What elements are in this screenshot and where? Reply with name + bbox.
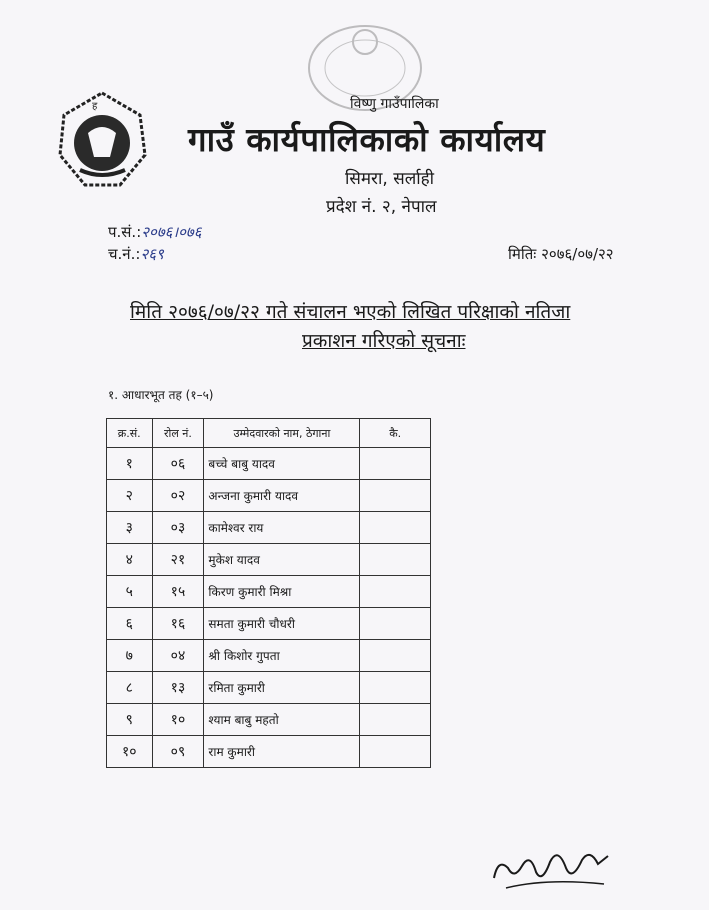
cell-name: कामेश्वर राय: [204, 512, 360, 544]
ps-value: २०७६।०७६: [141, 223, 202, 241]
cell-sn: ९: [107, 704, 153, 736]
cell-remarks: [360, 576, 431, 608]
section-title: १. आधारभूत तह (१–५): [108, 388, 214, 402]
cell-sn: ३: [107, 512, 153, 544]
cell-roll: ०२: [152, 480, 204, 512]
cell-remarks: [360, 736, 431, 768]
cell-sn: ५: [107, 576, 153, 608]
notice-title-line-2: प्रकाशन गरिएको सूचनाः: [302, 330, 466, 352]
cell-name: बच्चे बाबु यादव: [204, 448, 360, 480]
cell-sn: ८: [107, 672, 153, 704]
cell-name: राम कुमारी: [204, 736, 360, 768]
reference-ps: [108, 222, 202, 242]
municipality-name: विष्णु गाउँपालिका: [350, 96, 439, 112]
cell-name: रमिता कुमारी: [204, 672, 360, 704]
table-row: [107, 672, 431, 704]
handwritten-signature-icon: [486, 838, 616, 898]
table-row: [107, 608, 431, 640]
cell-roll: ०६: [152, 448, 204, 480]
cell-remarks: [360, 480, 431, 512]
cell-roll: १३: [152, 672, 204, 704]
ps-label: प.सं.:: [108, 223, 142, 241]
cell-remarks: [360, 640, 431, 672]
address-line-1: सिमरा, सर्लाही: [345, 169, 435, 189]
header-roll: रोल नं.: [152, 419, 204, 448]
header-name: उम्मेदवारको नाम, ठेगाना: [204, 419, 360, 448]
table-row: [107, 544, 431, 576]
header-remarks: कै.: [360, 419, 431, 448]
cell-roll: ०३: [152, 512, 204, 544]
table-row: [107, 640, 431, 672]
cell-remarks: [360, 544, 431, 576]
cell-sn: १०: [107, 736, 153, 768]
cell-remarks: [360, 512, 431, 544]
cell-name: अन्जना कुमारी यादव: [204, 480, 360, 512]
notice-title-line-1: मिति २०७६/०७/२२ गते संचालन भएको लिखित परिक्षाको नतिजा: [130, 301, 571, 323]
table-row: [107, 448, 431, 480]
office-title: गाउँ कार्यपालिकाको कार्यालय: [188, 120, 546, 159]
cell-roll: १५: [152, 576, 204, 608]
table-row: [107, 512, 431, 544]
cell-name: किरण कुमारी मिश्रा: [204, 576, 360, 608]
cell-sn: २: [107, 480, 153, 512]
cell-sn: ६: [107, 608, 153, 640]
cell-sn: १: [107, 448, 153, 480]
cn-value: २६९: [140, 245, 164, 263]
reference-cn: [108, 244, 164, 264]
table-row: [107, 576, 431, 608]
svg-text:ह: ह: [92, 101, 98, 112]
document-date: मितिः २०७६/०७/२२: [508, 245, 614, 263]
cell-roll: २१: [152, 544, 204, 576]
cell-roll: १०: [152, 704, 204, 736]
header-sn: क्र.सं.: [107, 419, 153, 448]
cell-remarks: [360, 672, 431, 704]
cell-remarks: [360, 704, 431, 736]
address-line-2: प्रदेश नं. २, नेपाल: [326, 197, 437, 217]
cell-sn: ४: [107, 544, 153, 576]
cell-roll: ०९: [152, 736, 204, 768]
cell-remarks: [360, 608, 431, 640]
cell-name: मुकेश यादव: [204, 544, 360, 576]
table-row: [107, 480, 431, 512]
table-row: [107, 736, 431, 768]
nepal-emblem-icon: [50, 85, 155, 195]
cell-name: समता कुमारी चौधरी: [204, 608, 360, 640]
cell-roll: १६: [152, 608, 204, 640]
cell-name: श्री किशोर गुपता: [204, 640, 360, 672]
table-row: [107, 704, 431, 736]
cell-name: श्याम बाबु महतो: [204, 704, 360, 736]
cell-roll: ०४: [152, 640, 204, 672]
cell-remarks: [360, 448, 431, 480]
results-table: [106, 418, 431, 768]
cn-label: च.नं.:: [108, 245, 141, 263]
cell-sn: ७: [107, 640, 153, 672]
table-header-row: [107, 419, 431, 448]
